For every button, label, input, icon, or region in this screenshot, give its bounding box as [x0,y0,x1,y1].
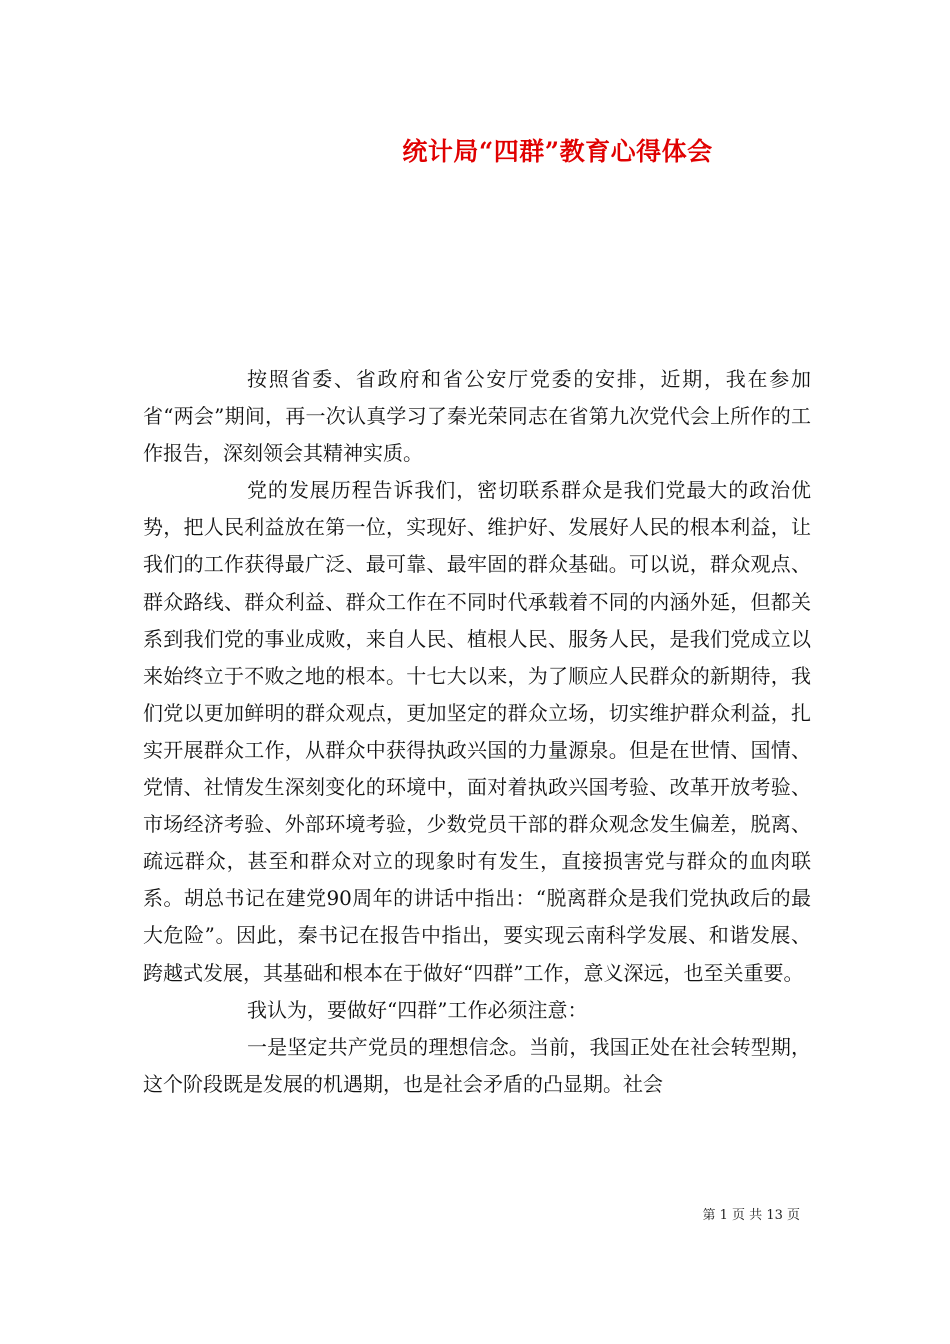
paragraph-4: 一是坚定共产党员的理想信念。当前，我国正处在社会转型期，这个阶段既是发展的机遇期，也是社会矛盾的凸显期。社会 [143,1034,811,1096]
document-body [143,361,811,1103]
paragraph-2: 党的发展历程告诉我们，密切联系群众是我们党最大的政治优势，把人民利益放在第一位，实现好、维护好、发展好人民的根本利益，让我们的工作获得最广泛、最可靠、最牢固的群众基础。可以说，群众观点、群众路线、群众利益、群众工作在不同时代承载着不同的内涵外延，但都关系到我们党的事业成败，来自人民、植根人民、服务人民，是我们党成立以来始终立于不败之地的根本。十七大以来，为了顺应人民群众的新期待，我们党以更加鲜明的群众观点，更加坚定的群众立场，切实维护群众利益，扎实开展群众工作，从群众中获得执政兴国的力量源泉。但是在世情、国情、党情、社情发生深刻变化的环境中，面对着执政兴国考验、改革开放考验、市场经济考验、外部环境考验，少数党员干部的群众观念发生偏差，脱离、疏远群众，甚至和群众对立的现象时有发生，直接损害党与群众的血肉联系。胡总书记在建党90周年的讲话中指出：“脱离群众是我们党执政后的最大危险”。因此，秦书记在报告中指出，要实现云南科学发展、和谐发展、跨越式发展，其基础和根本在于做好“四群”工作，意义深远，也至关重要。 [143,478,811,985]
paragraph-3: 我认为，要做好“四群”工作必须注意： [247,997,588,1022]
page-number: 第 1 页 共 13 页 [702,1208,800,1223]
paragraph-1: 按照省委、省政府和省公安厅党委的安排，近期，我在参加省“两会”期间，再一次认真学习了秦光荣同志在省第九次党代会上所作的工作报告，深刻领会其精神实质。 [143,367,811,466]
document-title: 统计局“四群”教育心得体会 [402,137,713,166]
